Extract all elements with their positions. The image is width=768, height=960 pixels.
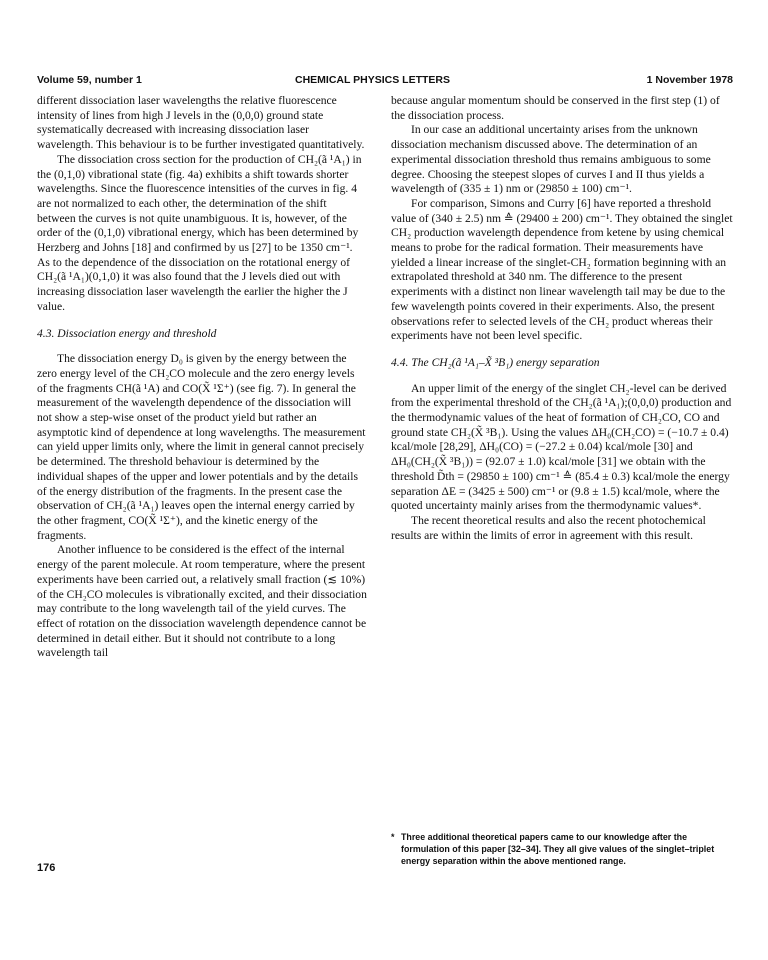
issue-date: 1 November 1978 bbox=[646, 74, 733, 86]
journal-title: CHEMICAL PHYSICS LETTERS bbox=[295, 74, 450, 86]
footnote-text: Three additional theoretical papers came to our knowledge after the formulation of this paper [32–34]. They all give values of the singlet–triplet energy separation within the above mentioned range. bbox=[401, 832, 715, 866]
paragraph: An upper limit of the energy of the singlet CH₂-level can be derived from the experimental threshold of the CH₂(ã ¹A₁);(0,0,0) production and the thermodynamic values of the heat of formation of CH₂CO, CO and ground state CH₂(X̃ ³B₁). Using the values ΔH₀(CH₂CO) = (−10.7 ± 0.4) kcal/mole [28,29], ΔH₀(CO) = (−27.2 ± 0.04) kcal/mole [30] and ΔH₀(CH₂(X̃ ³B₁)) = (92.07 ± 1.0) kcal/mole [31] we obtain with the threshold D̃th = (29850 ± 100) cm⁻¹ ≙ (85.4 ± 0.3) kcal/mole the energy separation ΔE = (3425 ± 500) cm⁻¹ or (9.8 ± 1.5) kcal/mole, where the quoted uncertainty mainly arises from the thermodynamic values*. bbox=[391, 381, 732, 513]
right-column bbox=[391, 94, 733, 543]
left-column bbox=[37, 94, 367, 661]
paragraph: For comparison, Simons and Curry [6] have reported a threshold value of (340 ± 2.5) nm ≙ (29400 ± 200) cm⁻¹. They obtained the singlet CH₂ production wavelength dependence from ketene by using chemical means to probe for the radical formation. Their measurements have yielded a linear increase of the singlet-CH₂ formation beginning with an extrapolated threshold at 340 nm. The difference to the present experiments with a distinct non linear wavelength tail may be due to the few wavelength points covered in their experiments. Also, the present observations refer to selected levels of the CH₂ product whereas their experiments have not been level specific. bbox=[391, 196, 733, 343]
footnote-marker: * bbox=[391, 832, 395, 842]
footnote bbox=[391, 831, 733, 867]
paragraph: The dissociation energy D₀ is given by the energy between the zero energy level of the CH₂CO molecule and the zero energy levels of the fragments CH(ã ¹A) and CO(X̃ ¹Σ⁺) (see fig. 7). In general the measurement of the wavelength dependence of the dissociation will not show a step-wise onset of the product yield but rather an asymptotic kind of dependence at long wavelengths. The measurement can yield upper limits only, where the limit in general cannot precisely be determined. The threshold behaviour is determined by the individual shapes of the upper and lower potentials and by the details of the energy distribution of the fragments. In the present case the observation of CH₂(ã ¹A₁) leaves open the internal energy carried by the other fragment, CO(X̃ ¹Σ⁺), and the kinetic energy of the fragments. bbox=[37, 352, 366, 542]
page-number: 176 bbox=[37, 862, 56, 874]
paragraph: Another influence to be considered is the effect of the internal energy of the parent molecule. At room temperature, where the present experiments have been carried out, a relatively small fraction (≲ 10%) of the CH₂CO molecules is vibrationally excited, and their dissociation may contribute to the long wavelength tail of the yield curves. The effect of rotation on the dissociation wavelength dependence cannot be determined in detail either. But it should not contribute to a long wavelength tail bbox=[37, 543, 367, 660]
paragraph: In our case an additional uncertainty arises from the unknown dissociation mechanism discussed above. The determination of an experimental dissociation threshold thus remains ambiguous to some degree. Choosing the steepest slopes of curves I and II thus yields a wavelength of (335 ± 1) nm or (29850 ± 100) cm⁻¹. bbox=[391, 123, 711, 196]
paragraph: because angular momentum should be conserved in the first step (1) of the dissociation process. bbox=[391, 94, 720, 122]
paragraph: different dissociation laser wavelengths the relative fluorescence intensity of lines from high J levels in the (0,0,0) ground state systematically decreased with increasing dissociation laser wavelength. This behaviour is to be further investigated quantitatively. bbox=[37, 94, 365, 152]
running-header bbox=[37, 74, 733, 90]
section-heading: 4.4. The CH₂(ã ¹A₁–X̃ ³B₁) energy separation bbox=[391, 355, 600, 369]
section-heading: 4.3. Dissociation energy and threshold bbox=[37, 326, 217, 340]
paragraph: The recent theoretical results and also the recent photochemical results are within the limits of error in agreement with this result. bbox=[391, 513, 706, 542]
paragraph: The dissociation cross section for the production of CH₂(ã ¹A₁) in the (0,1,0) vibrational state (fig. 4a) exhibits a shift towards shorter wavelengths. Since the fluorescence intensities of the curves in fig. 4 are not normalized to each other, the determination of the shift between the curves is not quite unambiguous. It is, however, of the order of the (0,1,0) vibrational energy, which has been determined by Herzberg and Johns [18] and confirmed by us [27] to be 1350 cm⁻¹. As to the dependence of the dissociation on the rotational energy of CH₂(ã ¹A₁)(0,1,0) it was also found that the J levels died out with increasing dissociation laser wavelength the earlier the higher the J value. bbox=[37, 152, 362, 313]
volume-number: Volume 59, number 1 bbox=[37, 74, 142, 86]
